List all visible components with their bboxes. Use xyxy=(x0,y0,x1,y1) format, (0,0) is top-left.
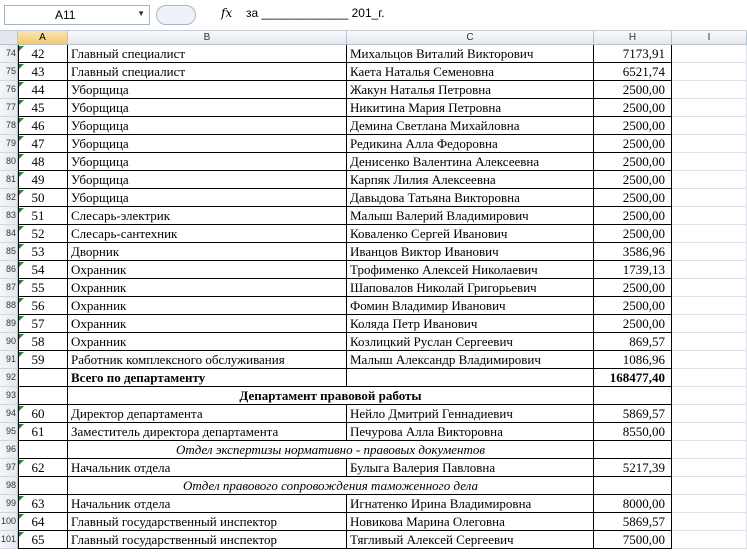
column-header-a[interactable]: A xyxy=(18,31,68,45)
cell-number[interactable]: 56 xyxy=(18,297,68,315)
table-row xyxy=(0,369,747,387)
table-row xyxy=(0,387,747,405)
row-header[interactable]: 91 xyxy=(0,351,18,369)
table-row xyxy=(0,81,747,99)
cell-i[interactable] xyxy=(672,225,747,243)
cell-name[interactable]: Шаповалов Николай Григорьевич xyxy=(347,279,594,297)
cell-name[interactable]: Новикова Марина Олеговна xyxy=(347,513,594,531)
cell-name[interactable]: Малыш Валерий Владимирович xyxy=(347,207,594,225)
row-header[interactable]: 75 xyxy=(0,63,18,81)
cell-position[interactable]: Уборщица xyxy=(68,171,347,189)
cell-number[interactable]: 57 xyxy=(18,315,68,333)
row-header[interactable]: 83 xyxy=(0,207,18,225)
cell-number[interactable]: 46 xyxy=(18,117,68,135)
cell-name[interactable]: Карпяк Лилия Алексеевна xyxy=(347,171,594,189)
cell-number[interactable]: 43 xyxy=(18,63,68,81)
row-header[interactable]: 80 xyxy=(0,153,18,171)
row-header[interactable]: 79 xyxy=(0,135,18,153)
cell-number[interactable]: 60 xyxy=(18,405,68,423)
cell-name[interactable]: Булыга Валерия Павловна xyxy=(347,459,594,477)
cell-name[interactable]: Тягливый Алексей Сергеевич xyxy=(347,531,594,549)
row-header[interactable]: 85 xyxy=(0,243,18,261)
cell-position[interactable]: Слесарь-электрик xyxy=(68,207,347,225)
error-indicator-icon xyxy=(19,262,24,267)
cell-number[interactable]: 48 xyxy=(18,153,68,171)
cell-position[interactable]: Директор департамента xyxy=(68,405,347,423)
cell-i[interactable] xyxy=(672,171,747,189)
cell-amount[interactable]: 2500,00 xyxy=(594,153,672,171)
table-row xyxy=(0,477,747,495)
cell-position[interactable]: Уборщица xyxy=(68,189,347,207)
table-row xyxy=(0,153,747,171)
row-header[interactable]: 84 xyxy=(0,225,18,243)
formula-bar xyxy=(0,0,747,31)
cell-amount[interactable]: 5217,39 xyxy=(594,459,672,477)
error-indicator-icon xyxy=(19,532,24,537)
cell-amount[interactable]: 2500,00 xyxy=(594,189,672,207)
error-indicator-icon xyxy=(19,244,24,249)
cell-i[interactable] xyxy=(672,45,747,63)
table-row xyxy=(0,531,747,549)
table-row xyxy=(0,405,747,423)
cell-i[interactable] xyxy=(672,135,747,153)
cell-position[interactable]: Слесарь-сантехник xyxy=(68,225,347,243)
cell-position[interactable]: Заместитель директора департамента xyxy=(68,423,347,441)
cell-a[interactable] xyxy=(18,387,68,405)
cell-amount[interactable]: 2500,00 xyxy=(594,99,672,117)
cell-number[interactable] xyxy=(18,369,68,387)
cell-amount[interactable]: 2500,00 xyxy=(594,279,672,297)
cell-name[interactable]: Нейло Дмитрий Геннадиевич xyxy=(347,405,594,423)
cell-i[interactable] xyxy=(672,207,747,225)
row-header[interactable]: 88 xyxy=(0,297,18,315)
cell-i[interactable] xyxy=(672,153,747,171)
cell-amount[interactable]: 869,57 xyxy=(594,333,672,351)
cell-i[interactable] xyxy=(672,243,747,261)
cell-i[interactable] xyxy=(672,99,747,117)
cell-i[interactable] xyxy=(672,279,747,297)
cell-name[interactable]: Редикина Алла Федоровна xyxy=(347,135,594,153)
cell-amount[interactable]: 2500,00 xyxy=(594,225,672,243)
cell-a[interactable] xyxy=(18,441,68,459)
cell-amount[interactable]: 3586,96 xyxy=(594,243,672,261)
table-row xyxy=(0,225,747,243)
row-header[interactable]: 93 xyxy=(0,387,18,405)
cell-position[interactable]: Охранник xyxy=(68,315,347,333)
row-header[interactable]: 77 xyxy=(0,99,18,117)
error-indicator-icon xyxy=(19,496,24,501)
name-box[interactable] xyxy=(4,5,150,25)
error-indicator-icon xyxy=(19,100,24,105)
cell-i[interactable] xyxy=(672,63,747,81)
cell-number[interactable]: 55 xyxy=(18,279,68,297)
cell-position[interactable]: Охранник xyxy=(68,297,347,315)
row-header[interactable]: 81 xyxy=(0,171,18,189)
row-header[interactable]: 82 xyxy=(0,189,18,207)
cell-i[interactable] xyxy=(672,477,747,495)
error-indicator-icon xyxy=(19,514,24,519)
cell-name[interactable]: Жакун Наталья Петровна xyxy=(347,81,594,99)
cell-position[interactable]: Начальник отдела xyxy=(68,495,347,513)
table-row xyxy=(0,459,747,477)
row-header[interactable]: 100 xyxy=(0,513,18,531)
cell-i[interactable] xyxy=(672,189,747,207)
cell-number[interactable]: 42 xyxy=(18,45,68,63)
formula-input[interactable]: за _____________ 201_г. xyxy=(246,6,385,20)
cell-i[interactable] xyxy=(672,351,747,369)
cell-number[interactable]: 59 xyxy=(18,351,68,369)
cell-i[interactable] xyxy=(672,441,747,459)
cell-i[interactable] xyxy=(672,369,747,387)
cell-position[interactable]: Дворник xyxy=(68,243,347,261)
cell-number[interactable]: 54 xyxy=(18,261,68,279)
cell-number[interactable]: 62 xyxy=(18,459,68,477)
cell-h[interactable] xyxy=(594,477,672,495)
table-row xyxy=(0,261,747,279)
cell-i[interactable] xyxy=(672,531,747,549)
name-box-value: A11 xyxy=(55,8,76,22)
cell-name[interactable]: Козлицкий Руслан Сергеевич xyxy=(347,333,594,351)
cell-amount[interactable]: 8000,00 xyxy=(594,495,672,513)
cell-number[interactable]: 53 xyxy=(18,243,68,261)
column-header-c[interactable]: C xyxy=(347,31,594,45)
row-header[interactable]: 94 xyxy=(0,405,18,423)
error-indicator-icon xyxy=(19,460,24,465)
error-indicator-icon xyxy=(19,280,24,285)
cell-name[interactable]: Иванцов Виктор Иванович xyxy=(347,243,594,261)
cell-i[interactable] xyxy=(672,423,747,441)
table-row xyxy=(0,171,747,189)
cell-i[interactable] xyxy=(672,513,747,531)
cell-position[interactable]: Главный государственный инспектор xyxy=(68,531,347,549)
table-row xyxy=(0,63,747,81)
cell-number[interactable]: 65 xyxy=(18,531,68,549)
row-header[interactable]: 74 xyxy=(0,45,18,63)
cell-name[interactable]: Игнатенко Ирина Владимировна xyxy=(347,495,594,513)
cell-amount[interactable]: 7173,91 xyxy=(594,45,672,63)
cell-name[interactable]: Печурова Алла Викторовна xyxy=(347,423,594,441)
cell-i[interactable] xyxy=(672,387,747,405)
cell-number[interactable]: 49 xyxy=(18,171,68,189)
row-header[interactable]: 78 xyxy=(0,117,18,135)
cell-position[interactable]: Начальник отдела xyxy=(68,459,347,477)
cell-position[interactable]: Уборщица xyxy=(68,81,347,99)
error-indicator-icon xyxy=(19,118,24,123)
cell-name[interactable] xyxy=(347,369,594,387)
cell-i[interactable] xyxy=(672,297,747,315)
table-row xyxy=(0,297,747,315)
cell-amount[interactable]: 6521,74 xyxy=(594,63,672,81)
cell-amount[interactable]: 2500,00 xyxy=(594,297,672,315)
error-indicator-icon xyxy=(19,46,24,51)
cell-position[interactable]: Охранник xyxy=(68,261,347,279)
cell-number[interactable]: 58 xyxy=(18,333,68,351)
cell-name[interactable]: Коваленко Сергей Иванович xyxy=(347,225,594,243)
column-header-h[interactable]: H xyxy=(594,31,672,45)
cell-amount[interactable]: 1086,96 xyxy=(594,351,672,369)
error-indicator-icon xyxy=(19,172,24,177)
cell-i[interactable] xyxy=(672,333,747,351)
cell-amount[interactable]: 5869,57 xyxy=(594,405,672,423)
cell-amount[interactable]: 2500,00 xyxy=(594,171,672,189)
department-heading-cell[interactable]: Департамент правовой работы xyxy=(68,387,594,405)
cell-name[interactable]: Денисенко Валентина Алексеевна xyxy=(347,153,594,171)
table-row xyxy=(0,495,747,513)
cell-position[interactable]: Уборщица xyxy=(68,117,347,135)
table-row xyxy=(0,117,747,135)
error-indicator-icon xyxy=(19,82,24,87)
table-row xyxy=(0,99,747,117)
cell-position[interactable]: Уборщица xyxy=(68,153,347,171)
cell-number[interactable]: 61 xyxy=(18,423,68,441)
cell-amount[interactable]: 168477,40 xyxy=(594,369,672,387)
cell-position[interactable]: Уборщица xyxy=(68,135,347,153)
error-indicator-icon xyxy=(19,208,24,213)
table-row xyxy=(0,189,747,207)
row-header[interactable]: 76 xyxy=(0,81,18,99)
cell-position[interactable]: Работник комплексного обслуживания xyxy=(68,351,347,369)
error-indicator-icon xyxy=(19,190,24,195)
error-indicator-icon xyxy=(19,226,24,231)
cell-name[interactable]: Малыш Александр Владимирович xyxy=(347,351,594,369)
row-header[interactable]: 98 xyxy=(0,477,18,495)
cell-amount[interactable]: 2500,00 xyxy=(594,315,672,333)
error-indicator-icon xyxy=(19,136,24,141)
cell-number[interactable]: 50 xyxy=(18,189,68,207)
cell-amount[interactable]: 5869,57 xyxy=(594,513,672,531)
cell-position[interactable]: Главный специалист xyxy=(68,45,347,63)
row-header[interactable]: 97 xyxy=(0,459,18,477)
row-header[interactable]: 86 xyxy=(0,261,18,279)
cell-h[interactable] xyxy=(594,441,672,459)
table-row xyxy=(0,45,747,63)
error-indicator-icon xyxy=(19,424,24,429)
cell-number[interactable]: 45 xyxy=(18,99,68,117)
table-row xyxy=(0,243,747,261)
cell-number[interactable]: 47 xyxy=(18,135,68,153)
row-header[interactable]: 92 xyxy=(0,369,18,387)
error-indicator-icon xyxy=(19,154,24,159)
table-row xyxy=(0,513,747,531)
row-header[interactable]: 96 xyxy=(0,441,18,459)
section-heading-cell[interactable]: Отдел экспертизы нормативно - правовых документов xyxy=(68,441,594,459)
cell-position[interactable]: Главный государственный инспектор xyxy=(68,513,347,531)
section-heading-cell[interactable]: Отдел правового сопровождения таможенного дела xyxy=(68,477,594,495)
cell-number[interactable]: 64 xyxy=(18,513,68,531)
table-row xyxy=(0,333,747,351)
cell-amount[interactable]: 2500,00 xyxy=(594,135,672,153)
cell-position[interactable]: Всего по департаменту xyxy=(68,369,347,387)
cell-name[interactable]: Михальцов Виталий Викторович xyxy=(347,45,594,63)
select-all-corner[interactable] xyxy=(0,31,18,45)
cell-name[interactable]: Демина Светлана Михайловна xyxy=(347,117,594,135)
row-header[interactable]: 99 xyxy=(0,495,18,513)
cell-number[interactable]: 63 xyxy=(18,495,68,513)
cell-name[interactable]: Трофименко Алексей Николаевич xyxy=(347,261,594,279)
cell-amount[interactable]: 1739,13 xyxy=(594,261,672,279)
cell-position[interactable]: Охранник xyxy=(68,333,347,351)
cell-a[interactable] xyxy=(18,477,68,495)
cell-position[interactable]: Главный специалист xyxy=(68,63,347,81)
cell-amount[interactable]: 7500,00 xyxy=(594,531,672,549)
cell-h[interactable] xyxy=(594,387,672,405)
insert-function-icon[interactable]: fx xyxy=(221,6,233,20)
cell-name[interactable]: Коляда Петр Иванович xyxy=(347,315,594,333)
cell-name[interactable]: Давыдова Татьяна Викторовна xyxy=(347,189,594,207)
error-indicator-icon xyxy=(19,298,24,303)
error-indicator-icon xyxy=(19,334,24,339)
error-indicator-icon xyxy=(19,316,24,321)
cell-name[interactable]: Фомин Владимир Иванович xyxy=(347,297,594,315)
cell-amount[interactable]: 8550,00 xyxy=(594,423,672,441)
table-row xyxy=(0,315,747,333)
cell-i[interactable] xyxy=(672,117,747,135)
cell-i[interactable] xyxy=(672,459,747,477)
table-row xyxy=(0,441,747,459)
row-header[interactable]: 90 xyxy=(0,333,18,351)
cell-amount[interactable]: 2500,00 xyxy=(594,81,672,99)
cell-i[interactable] xyxy=(672,315,747,333)
spreadsheet-grid xyxy=(0,45,747,555)
formula-bar-separator xyxy=(156,5,196,25)
cell-number[interactable]: 51 xyxy=(18,207,68,225)
column-header-i[interactable]: I xyxy=(672,31,747,45)
error-indicator-icon xyxy=(19,352,24,357)
column-header-b[interactable]: B xyxy=(68,31,347,45)
cell-i[interactable] xyxy=(672,495,747,513)
table-row xyxy=(0,207,747,225)
cell-position[interactable]: Охранник xyxy=(68,279,347,297)
row-header[interactable]: 95 xyxy=(0,423,18,441)
cell-name[interactable]: Каета Наталья Семеновна xyxy=(347,63,594,81)
cell-i[interactable] xyxy=(672,261,747,279)
cell-i[interactable] xyxy=(672,81,747,99)
chevron-down-icon[interactable]: ▼ xyxy=(137,9,145,18)
table-row xyxy=(0,351,747,369)
error-indicator-icon xyxy=(19,64,24,69)
table-row xyxy=(0,279,747,297)
row-header[interactable]: 101 xyxy=(0,531,18,549)
table-row xyxy=(0,135,747,153)
cell-amount[interactable]: 2500,00 xyxy=(594,207,672,225)
cell-position[interactable]: Уборщица xyxy=(68,99,347,117)
cell-i[interactable] xyxy=(672,405,747,423)
cell-number[interactable]: 44 xyxy=(18,81,68,99)
cell-name[interactable]: Никитина Мария Петровна xyxy=(347,99,594,117)
error-indicator-icon xyxy=(19,406,24,411)
cell-amount[interactable]: 2500,00 xyxy=(594,117,672,135)
row-header[interactable]: 87 xyxy=(0,279,18,297)
row-header[interactable]: 89 xyxy=(0,315,18,333)
cell-number[interactable]: 52 xyxy=(18,225,68,243)
table-row xyxy=(0,423,747,441)
